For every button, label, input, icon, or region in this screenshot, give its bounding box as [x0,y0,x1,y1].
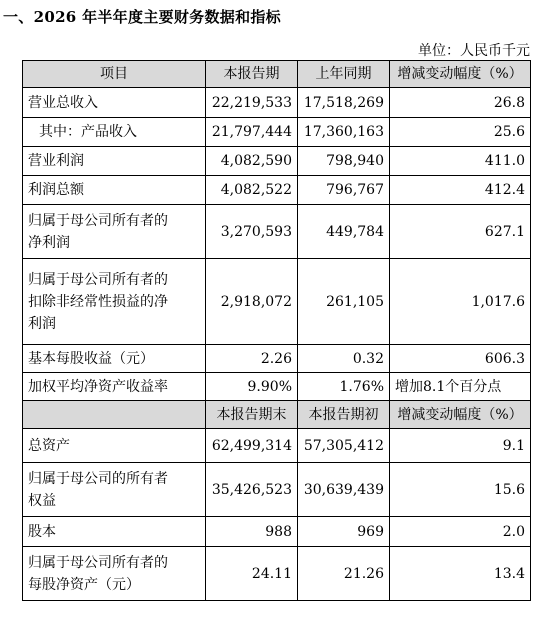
row-label: 股本 [23,517,206,547]
cell-current: 9.90% [206,373,298,401]
cell-current: 62,499,314 [206,429,298,463]
table-row [23,463,531,517]
table-row [23,345,531,373]
table-row [23,429,531,463]
cell-current: 2,918,072 [206,259,298,345]
cell-prior: 449,784 [298,205,390,259]
cell-change: 2.0 [390,517,531,547]
cell-change: 627.1 [390,205,531,259]
cell-prior: 21.26 [298,547,390,601]
row-label [23,259,206,345]
header-prior-period: 上年同期 [298,61,390,88]
cell-change: 26.8 [390,88,531,118]
row-label-line: 净利润 [28,234,70,251]
row-label: 营业总收入 [23,88,206,118]
cell-prior: 17,518,269 [298,88,390,118]
row-label-line: 每股净资产（元） [28,576,140,593]
cell-change: 增加8.1个百分点 [390,373,531,401]
header-current-period: 本报告期 [206,61,298,88]
row-label: 营业利润 [23,147,206,176]
row-label: 基本每股收益（元） [23,345,206,373]
row-label-line: 归属于母公司所有者的 [28,271,168,288]
table-row [23,147,531,176]
row-label: 总资产 [23,429,206,463]
row-label [23,547,206,601]
cell-change: 9.1 [390,429,531,463]
row-label [23,463,206,517]
subheader-blank [23,401,206,429]
table-row [23,517,531,547]
cell-prior: 798,940 [298,147,390,176]
row-label-line: 权益 [28,492,56,509]
row-label: 利润总额 [23,176,206,205]
cell-prior: 17,360,163 [298,118,390,147]
row-label-line: 归属于母公司的所有者 [28,470,168,487]
row-label [23,205,206,259]
table-row [23,176,531,205]
cell-change: 1,017.6 [390,259,531,345]
table-row [23,205,531,259]
cell-prior: 0.32 [298,345,390,373]
unit-label: 单位：人民币千元 [418,43,530,59]
cell-prior: 261,105 [298,259,390,345]
cell-prior: 57,305,412 [298,429,390,463]
row-label-line: 扣除非经常性损益的净 [28,293,168,310]
cell-change: 13.4 [390,547,531,601]
cell-change: 412.4 [390,176,531,205]
subheader-change-rate: 增减变动幅度（%） [390,401,531,429]
subheader-period-start: 本报告期初 [298,401,390,429]
financial-data-table [22,60,531,601]
cell-current: 22,219,533 [206,88,298,118]
cell-change: 25.6 [390,118,531,147]
table-row [23,547,531,601]
table-row [23,88,531,118]
row-label: 加权平均净资产收益率 [23,373,206,401]
table-row [23,118,531,147]
cell-current: 2.26 [206,345,298,373]
cell-current: 988 [206,517,298,547]
cell-prior: 969 [298,517,390,547]
row-label-line: 归属于母公司所有者的 [28,554,168,571]
table-header-row [23,61,531,88]
table-subheader-row [23,401,531,429]
cell-current: 21,797,444 [206,118,298,147]
section-title: 一、2026 年半年度主要财务数据和指标 [3,8,281,26]
subheader-period-end: 本报告期末 [206,401,298,429]
cell-current: 35,426,523 [206,463,298,517]
table-row [23,259,531,345]
cell-current: 24.11 [206,547,298,601]
row-label: 其中：产品收入 [23,118,206,147]
cell-prior: 1.76% [298,373,390,401]
header-change-rate: 增减变动幅度（%） [390,61,531,88]
row-label-line: 归属于母公司所有者的 [28,212,168,229]
header-item: 项目 [23,61,206,88]
cell-current: 3,270,593 [206,205,298,259]
cell-change: 606.3 [390,345,531,373]
cell-current: 4,082,590 [206,147,298,176]
table-row [23,373,531,401]
cell-change: 15.6 [390,463,531,517]
cell-prior: 30,639,439 [298,463,390,517]
row-label-line: 利润 [28,315,56,332]
cell-change: 411.0 [390,147,531,176]
cell-prior: 796,767 [298,176,390,205]
cell-current: 4,082,522 [206,176,298,205]
